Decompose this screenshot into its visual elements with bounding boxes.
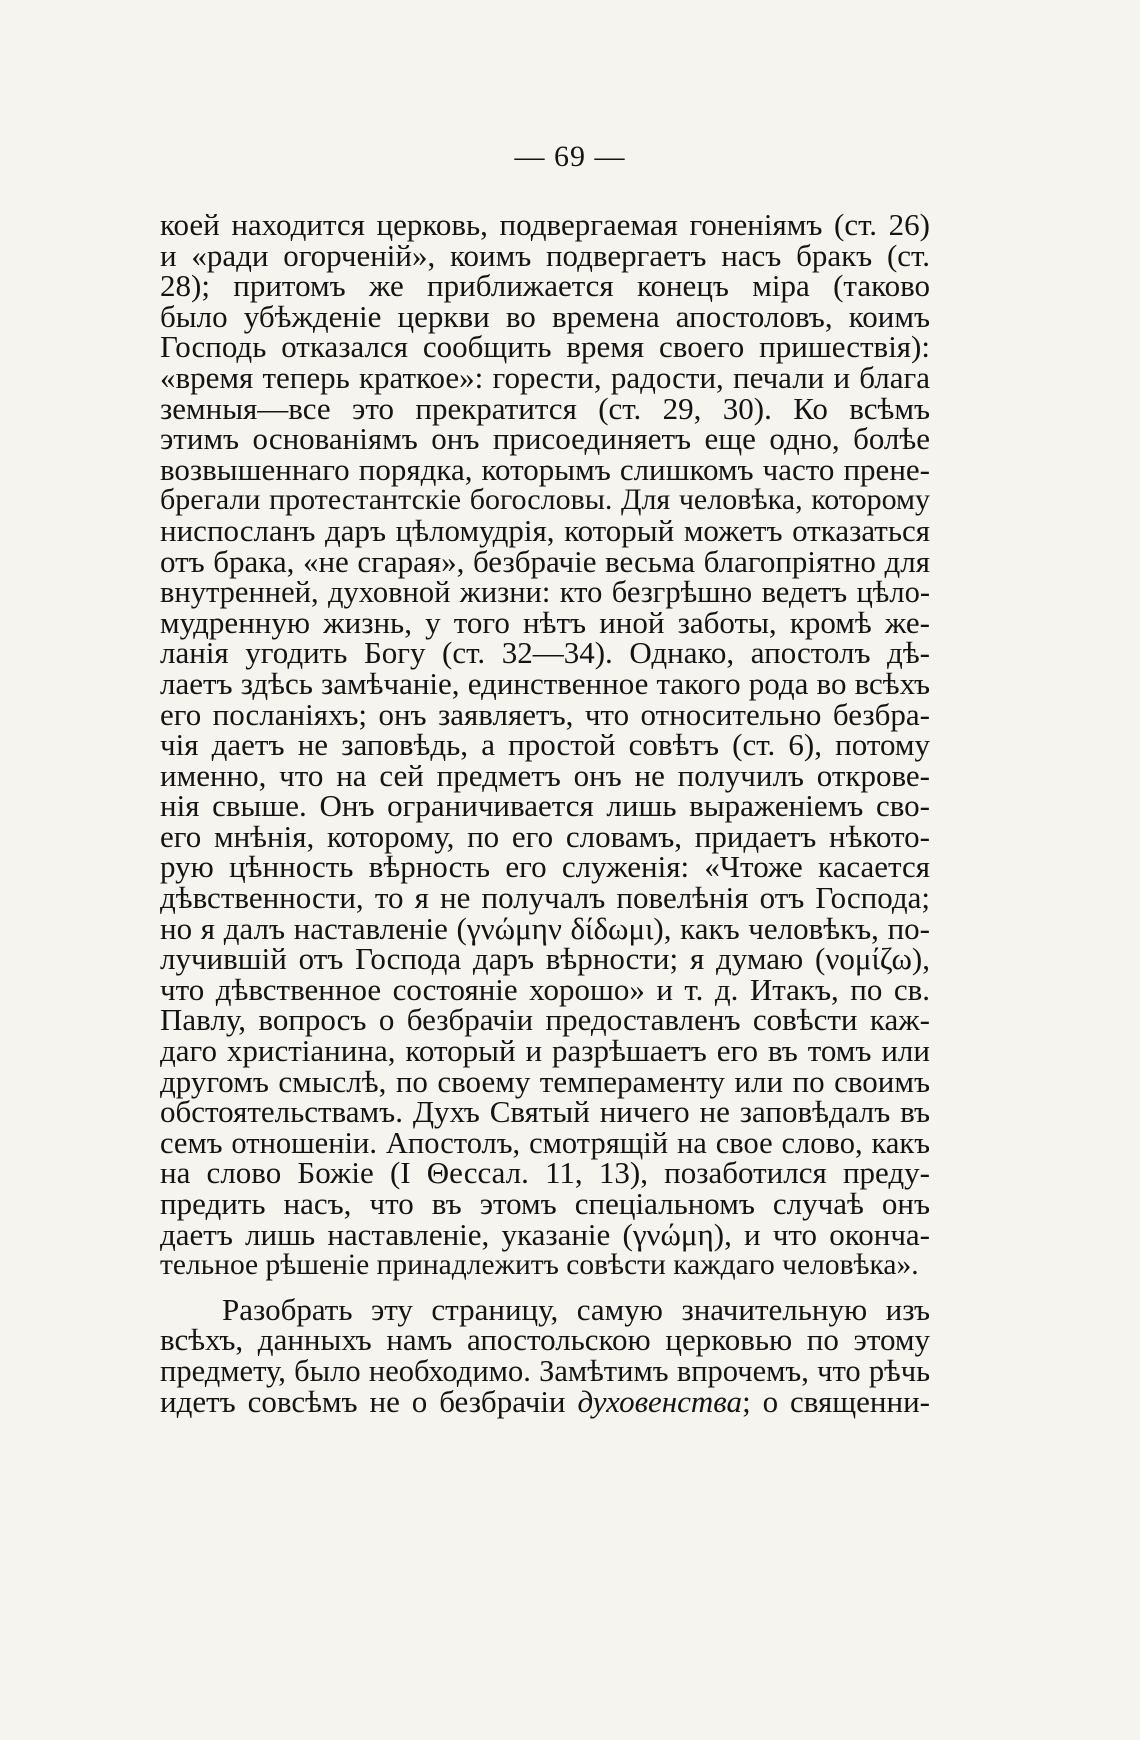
text-line: нія свыше. Онъ ограничивается лишь выраженіемъ сво- — [160, 788, 930, 824]
text-line: предмету, было необходимо. Замѣтимъ впрочемъ, что рѣчь — [160, 1353, 930, 1388]
text-line: ниспосланъ даръ цѣломудрія, который можетъ отказаться — [160, 512, 930, 548]
text-line: даго христіанина, который и разрѣшаетъ его въ томъ или — [160, 1033, 930, 1069]
text-line: и «ради огорченій», коимъ подвергаетъ насъ бракъ (ст. — [160, 237, 930, 273]
text-line: было убѣжденіе церкви во времена апостоловъ, коимъ — [160, 298, 930, 334]
text-line: рую цѣнность вѣрность его служенія: «Чтоже касается — [160, 849, 930, 885]
text-line: другомъ смыслѣ, по своему темпераменту или по своимъ — [160, 1063, 930, 1099]
text-line: но я далъ наставленіе (γνώμην δίδωμι), какъ человѣкъ, по- — [160, 910, 930, 946]
italic-word: духовенства — [577, 1383, 743, 1419]
text-line: на слово Божіе (I Θессал. 11, 13), позаботился преду- — [160, 1155, 930, 1191]
text-line: предить насъ, что въ этомъ спеціальномъ случаѣ онъ — [160, 1186, 930, 1221]
text-line: тельное рѣшеніе принадлежитъ совѣсти каждаго человѣка». — [160, 1249, 919, 1282]
text-line: Разобрать эту страницу, самую значительную изъ — [222, 1291, 930, 1327]
text-line: ланія угодить Богу (ст. 32—34). Однако, апостолъ дѣ- — [160, 635, 930, 671]
text-line: именно, что на сей предметъ онъ не получилъ открове- — [160, 757, 930, 793]
text-line: Павлу, вопросъ о безбрачіи предоставленъ совѣсти каж- — [160, 1002, 930, 1038]
text-line: коей находится церковь, подвергаемая гоненіямъ (ст. 26) — [160, 207, 930, 242]
text-line: отъ брака, «не сгарая», безбрачіе весьма благопріятно для — [160, 543, 930, 579]
text-line: земныя—все это прекратится (ст. 29, 30). Ко всѣмъ — [160, 390, 930, 426]
text-line: чія даетъ не заповѣдь, а простой совѣтъ (ст. 6), потому — [160, 727, 930, 763]
text-line: 28); притомъ же приближается конецъ міра (таково — [160, 268, 930, 304]
text-line: этимъ основаніямъ онъ присоединяетъ еще одно, болѣе — [160, 421, 930, 457]
body-text — [160, 207, 930, 1419]
text-line: что дѣвственное состояніе хорошо» и т. д. Итакъ, по св. — [160, 971, 930, 1007]
text-line: семъ отношеніи. Апостолъ, смотрящій на свое слово, какъ — [160, 1125, 930, 1160]
text-line: лучившій отъ Господа даръ вѣрности; я думаю (νομίζω), — [160, 941, 930, 977]
paragraph-2 — [160, 1291, 930, 1419]
text-line: мудренную жизнь, у того нѣтъ иной заботы, кромѣ же- — [160, 604, 930, 640]
text-line: даетъ лишь наставленіе, указаніе (γνώμη), и что оконча- — [160, 1216, 930, 1252]
text-segment: идетъ совсѣмъ не о безбрачіи — [160, 1383, 578, 1419]
text-line: его посланіяхъ; онъ заявляетъ, что относительно безбра- — [160, 696, 930, 732]
text-line: обстоятельствамъ. Духъ Святый ничего не заповѣдалъ въ — [160, 1094, 930, 1130]
text-line: брегали протестантскіе богословы. Для человѣка, которому — [160, 483, 930, 517]
text-line: лаетъ здѣсь замѣчаніе, единственное такого рода во всѣхъ — [160, 665, 930, 701]
text-line: возвышеннаго порядка, которымъ слишкомъ часто прене- — [160, 451, 930, 487]
text-line: всѣхъ, данныхъ намъ апостольскою церковью по этому — [160, 1322, 930, 1358]
text-line-last — [160, 1383, 930, 1419]
text-line: внутренней, духовной жизни: кто безгрѣшно ведетъ цѣло- — [160, 575, 930, 610]
text-line: дѣвственности, то я не получалъ повелѣнія отъ Господа; — [160, 880, 930, 916]
page-number: — 69 — — [514, 140, 626, 173]
text-line: его мнѣнія, которому, по его словамъ, придаетъ нѣкото- — [160, 818, 930, 854]
text-segment: ; о священни- — [742, 1383, 930, 1419]
paragraph-1 — [160, 207, 930, 1282]
text-line: Господь отказался сообщить время своего пришествія): — [160, 329, 930, 365]
text-line: «время теперь краткое»: горести, радости, печали и блага — [160, 359, 930, 395]
